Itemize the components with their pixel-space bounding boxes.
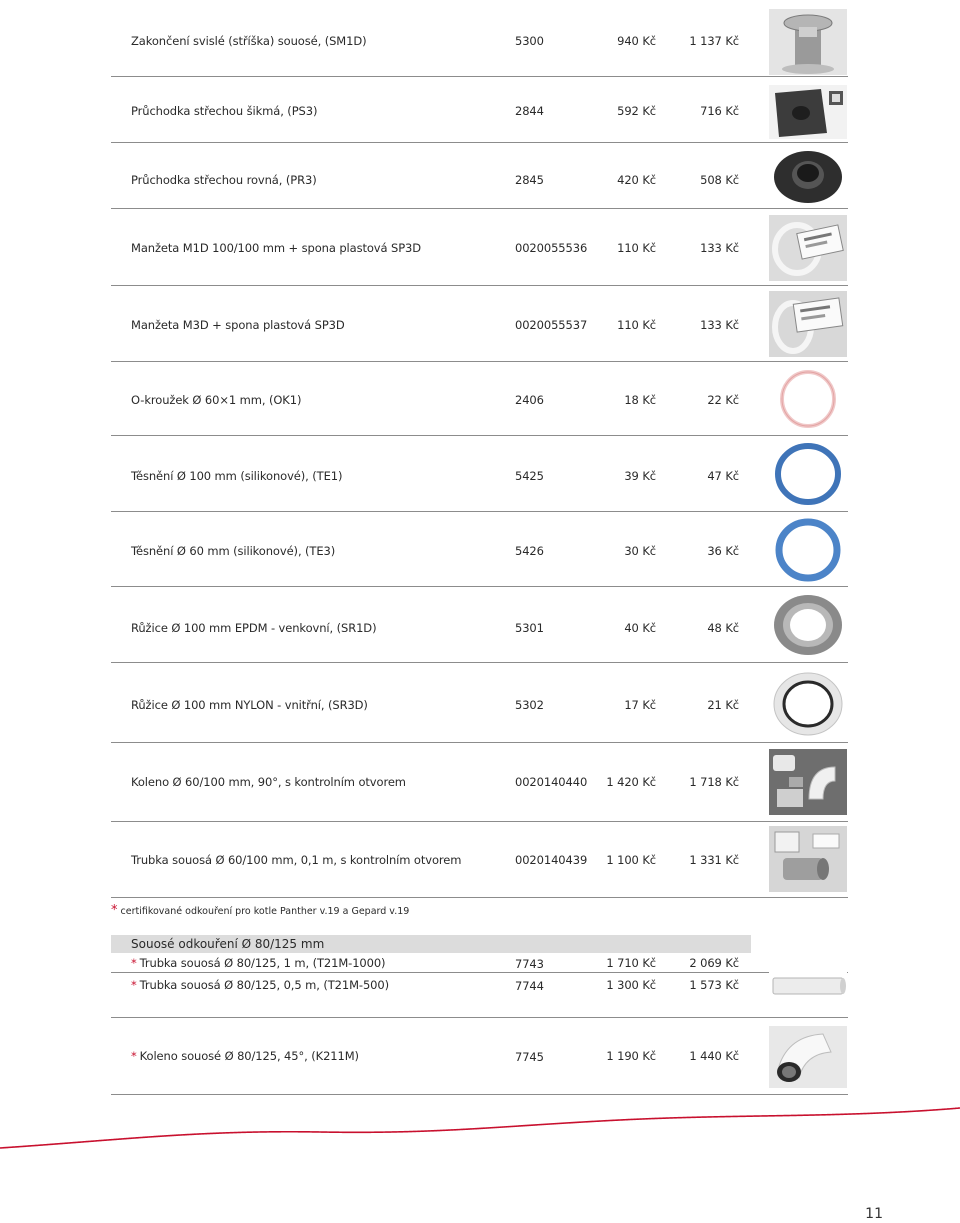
- item-name-text: Trubka souosá Ø 80/125, 1 m, (T21M-1000): [139, 956, 386, 970]
- roof-terminal-icon: [769, 9, 847, 75]
- item-code: 5302: [515, 698, 544, 712]
- item-code: 0020140439: [515, 853, 588, 867]
- certification-note: [111, 903, 409, 918]
- item-name: Koleno Ø 60/100 mm, 90°, s kontrolním otvorem: [131, 775, 406, 789]
- item-price-net: 1 710 Kč: [606, 956, 656, 970]
- table-row: [111, 286, 848, 362]
- item-price-net: 592 Kč: [617, 104, 656, 118]
- table-row: [111, 209, 848, 286]
- decorative-wave: [0, 1100, 960, 1160]
- item-name: [131, 956, 385, 970]
- silicone-seal-icon: [769, 442, 847, 506]
- item-code: 5300: [515, 34, 544, 48]
- certification-star: *: [131, 1049, 137, 1063]
- item-price-vat: 48 Kč: [707, 621, 739, 635]
- item-price-net: 18 Kč: [624, 393, 656, 407]
- table-row: [111, 77, 848, 143]
- item-code: 2844: [515, 104, 544, 118]
- item-code: 0020055536: [515, 241, 588, 255]
- item-price-vat: 716 Kč: [700, 104, 739, 118]
- item-name: Těsnění Ø 60 mm (silikonové), (TE3): [131, 544, 336, 558]
- item-price-vat: 2 069 Kč: [689, 956, 739, 970]
- item-price-net: 17 Kč: [624, 698, 656, 712]
- item-name: Průchodka střechou rovná, (PR3): [131, 173, 317, 187]
- item-price-vat: 22 Kč: [707, 393, 739, 407]
- price-table: [111, 0, 848, 898]
- item-price-net: 39 Kč: [624, 469, 656, 483]
- item-name: Trubka souosá Ø 60/100 mm, 0,1 m, s kontrolním otvorem: [131, 853, 462, 867]
- item-price-net: 40 Kč: [624, 621, 656, 635]
- item-code: 5425: [515, 469, 544, 483]
- item-price-net: 1 190 Kč: [606, 1049, 656, 1063]
- item-name: Zakončení svislé (stříška) souosé, (SM1D): [131, 34, 367, 48]
- table-row: [111, 362, 848, 436]
- item-name: Růžice Ø 100 mm NYLON - vnitřní, (SR3D): [131, 698, 368, 712]
- item-price-net: 420 Kč: [617, 173, 656, 187]
- item-price-vat: 133 Kč: [700, 241, 739, 255]
- item-name: Těsnění Ø 100 mm (silikonové), (TE1): [131, 469, 343, 483]
- item-code: 2406: [515, 393, 544, 407]
- sleeve-clip-package-icon: [769, 215, 847, 281]
- item-code: 0020140440: [515, 775, 588, 789]
- table-row: [111, 973, 848, 1018]
- item-code: 7743: [515, 957, 544, 971]
- table-row: [111, 436, 848, 512]
- coaxial-elbow-icon: [769, 1026, 847, 1088]
- pitched-roof-flashing-icon: [769, 85, 847, 139]
- item-price-vat: 1 440 Kč: [689, 1049, 739, 1063]
- item-name-text: Trubka souosá Ø 80/125, 0,5 m, (T21M-500): [139, 978, 390, 992]
- item-code: 5301: [515, 621, 544, 635]
- item-name: O-kroužek Ø 60×1 mm, (OK1): [131, 393, 302, 407]
- elbow-kit-icon: [769, 749, 847, 815]
- item-price-vat: 47 Kč: [707, 469, 739, 483]
- certification-star: *: [111, 903, 118, 918]
- note-text: certifikované odkouření pro kotle Panther v.19 a Gepard v.19: [120, 906, 410, 917]
- item-price-vat: 1 137 Kč: [689, 34, 739, 48]
- pipe-kit-icon: [769, 826, 847, 892]
- item-price-vat: 508 Kč: [700, 173, 739, 187]
- item-code: 5426: [515, 544, 544, 558]
- table-row: [111, 587, 848, 663]
- silicone-seal-icon: [769, 518, 847, 582]
- item-name-text: Koleno souosé Ø 80/125, 45°, (K211M): [139, 1049, 359, 1063]
- item-price-vat: 1 573 Kč: [689, 978, 739, 992]
- table-row: [111, 953, 848, 973]
- item-name: [131, 978, 389, 992]
- item-price-vat: 1 331 Kč: [689, 853, 739, 867]
- item-code: 0020055537: [515, 318, 588, 332]
- item-price-net: 940 Kč: [617, 34, 656, 48]
- coaxial-pipe-icon: [769, 966, 847, 1006]
- item-name: Růžice Ø 100 mm EPDM - venkovní, (SR1D): [131, 621, 377, 635]
- rosette-icon: [769, 593, 847, 657]
- item-price-vat: 21 Kč: [707, 698, 739, 712]
- item-price-net: 1 420 Kč: [606, 775, 656, 789]
- sleeve-clip-package-icon: [769, 291, 847, 357]
- table-row: [111, 743, 848, 822]
- item-name: Průchodka střechou šikmá, (PS3): [131, 104, 318, 118]
- table-row: [111, 512, 848, 587]
- table-row: [111, 822, 848, 898]
- item-name: Manžeta M3D + spona plastová SP3D: [131, 318, 345, 332]
- certification-star: *: [131, 956, 137, 970]
- item-price-vat: 36 Kč: [707, 544, 739, 558]
- item-name: [131, 1049, 359, 1063]
- item-price-net: 110 Kč: [617, 318, 656, 332]
- flat-roof-flashing-icon: [769, 149, 847, 205]
- table-row: [111, 663, 848, 743]
- item-price-net: 30 Kč: [624, 544, 656, 558]
- rosette-icon: [769, 671, 847, 737]
- item-code: 7744: [515, 979, 544, 993]
- certification-star: *: [131, 978, 137, 992]
- item-price-net: 110 Kč: [617, 241, 656, 255]
- o-ring-icon: [769, 368, 847, 430]
- item-price-net: 1 300 Kč: [606, 978, 656, 992]
- table-row: [111, 143, 848, 209]
- item-code: 7745: [515, 1050, 544, 1064]
- page-number: 11: [865, 1206, 883, 1222]
- item-code: 2845: [515, 173, 544, 187]
- table-row: [111, 1018, 848, 1095]
- section-title: Souosé odkouření Ø 80/125 mm: [131, 937, 325, 951]
- item-price-vat: 1 718 Kč: [689, 775, 739, 789]
- section-table: [111, 953, 848, 1095]
- section-header: [111, 935, 751, 953]
- item-price-net: 1 100 Kč: [606, 853, 656, 867]
- table-row: [111, 0, 848, 77]
- item-name: Manžeta M1D 100/100 mm + spona plastová SP3D: [131, 241, 422, 255]
- item-price-vat: 133 Kč: [700, 318, 739, 332]
